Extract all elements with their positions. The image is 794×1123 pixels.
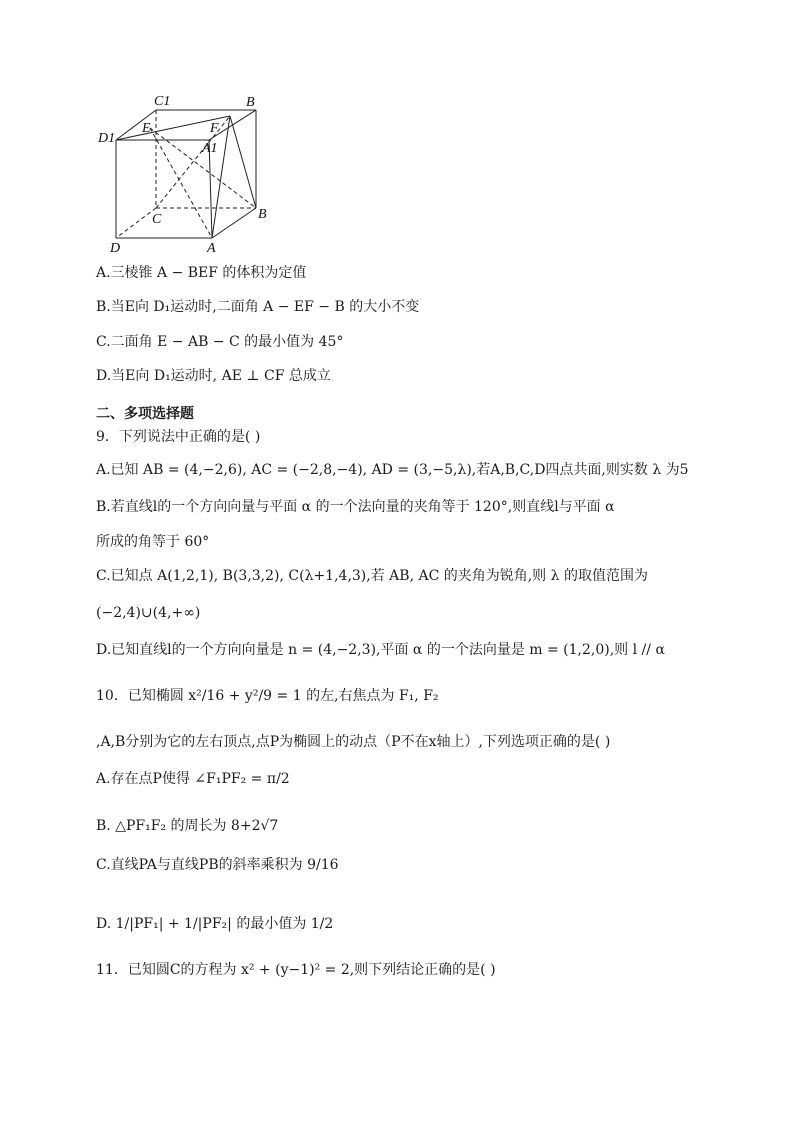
vertex-label: A1 bbox=[202, 141, 218, 156]
q9-stem: 9．下列说法中正确的是( ) bbox=[96, 429, 261, 445]
vertex-label: F bbox=[210, 121, 219, 136]
q9-option-a: A.已知 AB = (4,−2,6), AC = (−2,8,−4), AD = (3,−5,λ),若A,B,C,D四点共面,则实数 λ 为5 bbox=[96, 462, 689, 478]
q10-stem-cont: ,A,B分别为它的左右顶点,点P为椭圆上的动点（P不在x轴上）,下列选项正确的是( ) bbox=[96, 734, 611, 750]
q8-option-d: D.当E向 D₁运动时, AE ⊥ CF 总成立 bbox=[96, 368, 331, 384]
q10-option-d: D. 1/|PF₁| + 1/|PF₂| 的最小值为 1/2 bbox=[96, 916, 334, 932]
vertex-label: C1 bbox=[154, 94, 171, 109]
vertex-label: D bbox=[110, 241, 121, 256]
vertex-label: D1 bbox=[98, 131, 116, 146]
vertex-label: C bbox=[152, 212, 162, 227]
q9-option-b: B.若直线l的一个方向向量与平面 α 的一个法向量的夹角等于 120°,则直线l与平面 α bbox=[96, 499, 615, 515]
vertex-label: B bbox=[258, 207, 267, 222]
q10-option-c: C.直线PA与直线PB的斜率乘积为 9/16 bbox=[96, 857, 339, 873]
q9-option-c-cont: (−2,4)∪(4,+∞) bbox=[96, 605, 201, 621]
q10-option-a: A.存在点P使得 ∠F₁PF₂ = π/2 bbox=[96, 771, 290, 787]
vertex-label: B bbox=[246, 95, 255, 110]
q8-option-a: A.三棱锥 A − BEF 的体积为定值 bbox=[96, 265, 307, 281]
cube-figure bbox=[90, 90, 280, 260]
q10-option-b: B. △PF₁F₂ 的周长为 8+2√7 bbox=[96, 818, 279, 834]
vertex-label: E bbox=[142, 121, 151, 136]
q8-option-b: B.当E向 D₁运动时,二面角 A − EF − B 的大小不变 bbox=[96, 299, 420, 315]
q9-option-c: C.已知点 A(1,2,1), B(3,3,2), C(λ+1,4,3),若 AB, AC 的夹角为锐角,则 λ 的取值范围为 bbox=[96, 568, 648, 584]
q8-option-c: C.二面角 E − AB − C 的最小值为 45° bbox=[96, 334, 344, 350]
q9-option-b-cont: 所成的角等于 60° bbox=[96, 534, 210, 550]
q11-stem: 11．已知圆C的方程为 x² + (y−1)² = 2,则下列结论正确的是( ) bbox=[96, 962, 496, 978]
vertex-label: A bbox=[207, 241, 216, 256]
q10-stem: 10．已知椭圆 x²/16 + y²/9 = 1 的左,右焦点为 F₁, F₂ bbox=[96, 688, 439, 704]
q9-option-d: D.已知直线l的一个方向向量是 n = (4,−2,3),平面 α 的一个法向量是 m = (1,2,0),则 l // α bbox=[96, 642, 665, 658]
section-title: 二、多项选择题 bbox=[96, 406, 194, 422]
